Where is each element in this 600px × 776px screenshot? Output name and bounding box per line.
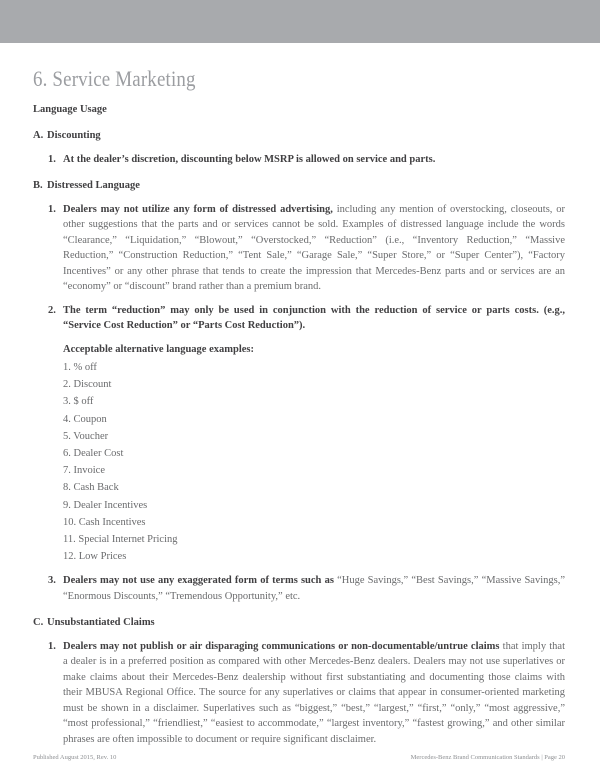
alternative-item: 7. Invoice <box>63 465 105 477</box>
list-item-text: Dealers may not use any exaggerated form of terms such as “Huge Savings,” “Best Savings,” “Massive Savings,” “Enormous Discounts,” “Tremendous Opportunity,” etc. <box>63 575 565 602</box>
page-title: 6. Service Marketing <box>33 66 196 91</box>
list-item <box>48 303 565 334</box>
alternatives-heading: Acceptable alternative language examples: <box>63 343 255 355</box>
page-header-bar <box>0 0 600 43</box>
list-item <box>48 202 565 295</box>
footer-publish-date: Published August 2015, Rev. 10 <box>33 754 117 761</box>
alternative-item: 1. % off <box>63 362 97 373</box>
list-item-number: 1. <box>48 640 56 652</box>
section-letter: A. <box>33 130 44 141</box>
list-item <box>48 639 565 748</box>
footer-page-info: Mercedes-Benz Brand Communication Standards | Page 20 <box>410 754 565 761</box>
list-item-number: 1. <box>48 203 56 215</box>
alternative-item: 11. Special Internet Pricing <box>63 534 178 546</box>
alternative-item: 4. Coupon <box>63 413 107 425</box>
alternative-item: 9. Dealer Incentives <box>63 499 148 511</box>
section-heading-label: Unsubstantiated Claims <box>47 617 155 629</box>
document-body <box>0 66 600 747</box>
list-item-text: Dealers may not utilize any form of distressed advertising, including any mention of overstocking, closeouts, or other suggestions that the parts and or services cannot be sold. Examples of distressed language include the words “Clearance,” “Liquidation,” “Blowout,” “Overstocked,” “Reduction” (i.e., “Inventory Reduction,” “Massive Reduction,” “Construction Reduction,” “Tent Sale,” “Garage Sale,” “Super Store,” or “Super Center”), “Factory Incentives” or any other phrase that tends to create the impression that Mercedes-Benz parts and or services are an “economy” or “discount” brand rather than a premium brand. <box>63 203 566 292</box>
list-item-text: The term “reduction” may only be used in conjunction with the reduction of service or parts costs. (e.g., “Service Cost Reduction” or “Parts Cost Reduction”). <box>63 304 565 331</box>
section-a-heading <box>33 128 565 144</box>
list-item-text: At the dealer’s discretion, discounting below MSRP is allowed on service and parts. <box>63 153 436 165</box>
list-item-number: 3. <box>48 575 56 587</box>
list-item-text: Dealers may not publish or air disparaging communications or non-documentable/untrue claims that imply that a dealer is in a preferred position as compared with other Mercedes-Benz dealers. Dealers may not use superlatives or make claims about their Mercedes-Benz dealership without first substantiating and documenting those claims with their MBUSA Regional Office. The source for any superlatives or claims that appear in consumer-oriented marketing must be shown in a disclaimer. Superlatives such as “biggest,” “best,” “largest,” “first,” “only,” “most aggressive,” “most professional,” “friendliest,” “easiest to accommodate,” “largest inventory,” “fastest growing,” and other similar phrases are often impossible to document or require significant disclaimer. <box>63 640 565 745</box>
section-heading-label: Discounting <box>47 130 101 141</box>
section-b-heading <box>33 178 565 194</box>
section-heading-label: Distressed Language <box>47 180 140 191</box>
alternative-item: 10. Cash Incentives <box>63 516 146 528</box>
section-c-heading <box>33 615 565 631</box>
alternative-item: 5. Voucher <box>63 430 109 442</box>
list-item <box>48 573 565 604</box>
alternative-item: 3. $ off <box>63 396 94 408</box>
list-item-number: 2. <box>48 304 56 316</box>
alternative-item: 2. Discount <box>63 379 112 391</box>
page-footer <box>33 753 565 762</box>
section-letter: B. <box>33 180 43 191</box>
section-subtitle: Language Usage <box>33 104 107 115</box>
alternative-item: 6. Dealer Cost <box>63 448 124 460</box>
alternative-item: 8. Cash Back <box>63 482 119 494</box>
section-letter: C. <box>33 617 44 629</box>
alternative-item: 12. Low Prices <box>63 551 127 563</box>
alternatives-list <box>63 359 565 565</box>
list-item <box>48 152 565 168</box>
list-item-number: 1. <box>48 153 56 165</box>
